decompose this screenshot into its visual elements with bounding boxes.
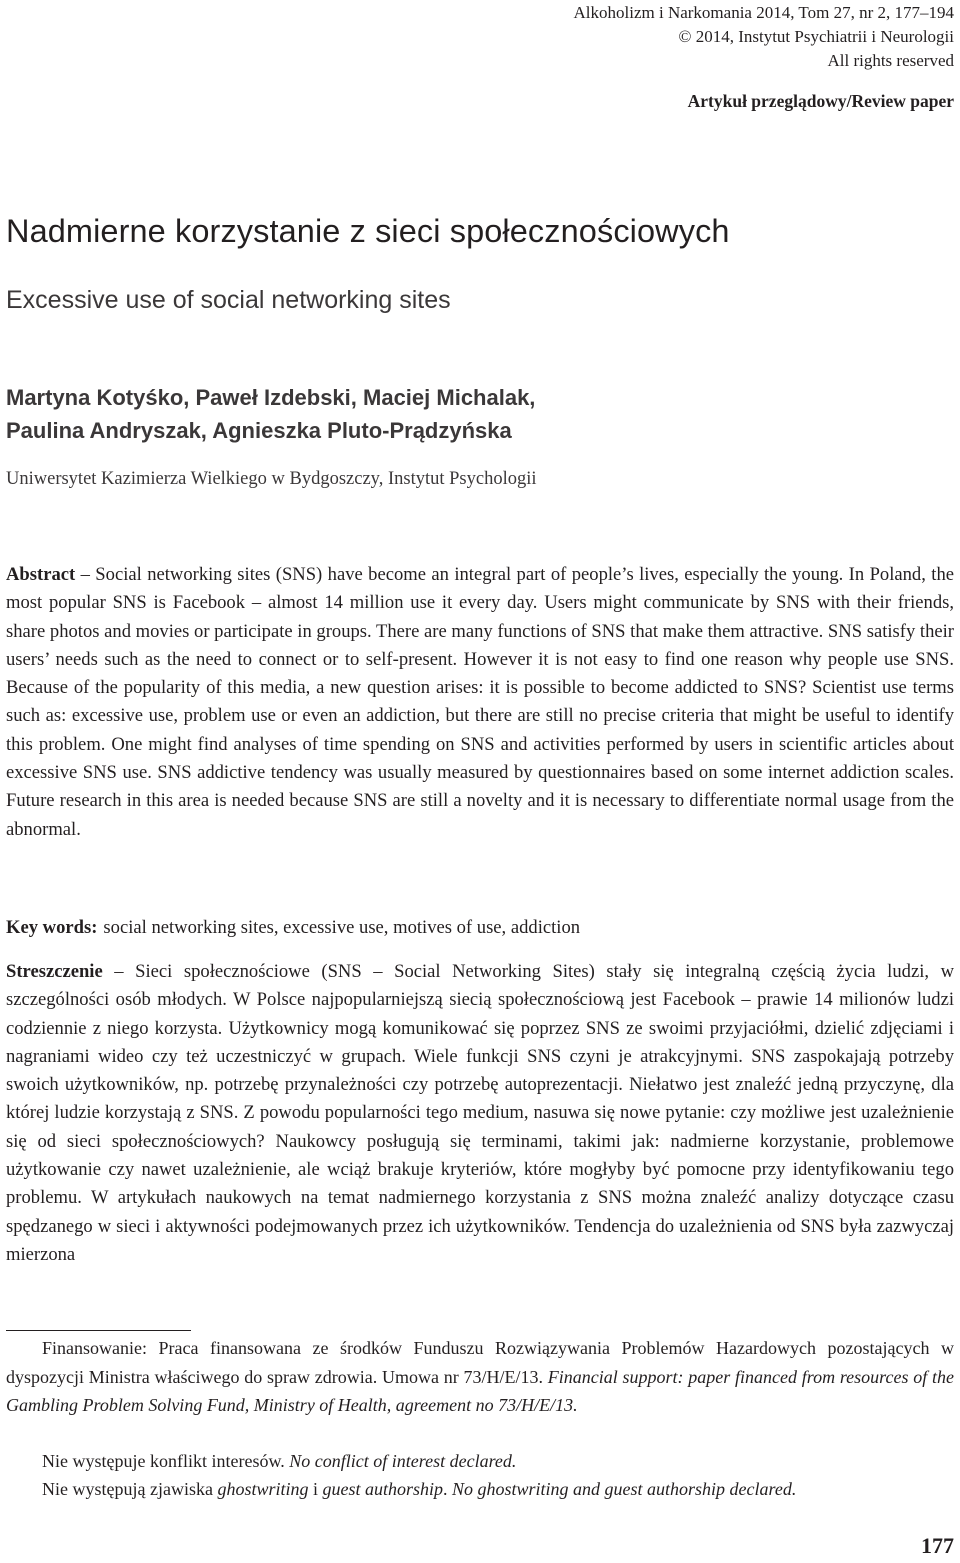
abstract-paragraph — [6, 561, 954, 844]
affiliation: Uniwersytet Kazimierza Wielkiego w Bydgoszczy, Instytut Psychologii — [6, 469, 537, 489]
conflict-english: No conflict of interest declared. — [289, 1451, 517, 1471]
ghost-english: No ghostwriting and guest authorship declared. — [452, 1479, 797, 1499]
funding-polish: Finansowanie: Praca finansowana ze środków Funduszu Rozwiązywania Problemów Hazardowych pozostających w dyspozycji Ministra właściwego do spraw zdrowia. Umowa nr 73/H/E/13. — [6, 1338, 954, 1387]
footnote-ghostwriting — [6, 1475, 954, 1504]
page-number: 177 — [921, 1533, 954, 1558]
footnote-funding — [6, 1334, 954, 1420]
streszczenie-label: Streszczenie — [6, 961, 103, 982]
ghost-polish-3: . — [443, 1479, 453, 1499]
copyright-line: © 2014, Instytut Psychiatrii i Neurologii — [678, 27, 954, 46]
abstract-text: – Social networking sites (SNS) have become an integral part of people’s lives, especially the young. In Poland, the most popular SNS is Facebook – almost 14 million use it every day. Users might communicate by SNS with their friends, share photos and movies or participate in groups. There are many functions of SNS that make them attractive. SNS satisfy their users’ needs such as the need to connect or to self-present. However it is not easy to find one reason why people use SNS. Because of the popularity of this media, a new question arises: it is possible to become addicted to SNS? Scientist use terms such as: excessive use, problem use or even an addiction, but there are still no precise criteria that might be useful to identify this problem. One might find analyses of time spending on SNS and activities performed by users in scientific articles about excessive SNS use. SNS addictive tendency was usually measured by questionnaires based on some internet addiction scales. Future research in this area is needed because SNS are still a novelty and it is necessary to differentiate normal usage from the abnormal. — [6, 564, 954, 840]
ghost-term-2: guest authorship — [322, 1479, 444, 1499]
keywords-text: social networking sites, excessive use, motives of use, addiction — [103, 917, 581, 938]
footnote-divider — [6, 1330, 191, 1331]
title-english: Excessive use of social networking sites — [6, 286, 451, 314]
conflict-polish: Nie występuje konflikt interesów. — [42, 1451, 290, 1471]
keywords-label: Key words: — [6, 917, 98, 938]
article-type: Artykuł przeglądowy/Review paper — [687, 91, 954, 111]
abstract-label: Abstract — [6, 564, 76, 585]
ghost-term-1: ghostwriting — [217, 1479, 309, 1499]
rights-line: All rights reserved — [827, 51, 954, 70]
journal-citation: Alkoholizm i Narkomania 2014, Tom 27, nr 2, 177–194 — [573, 3, 954, 22]
ghost-polish-1: Nie występują zjawiska — [42, 1479, 218, 1499]
author-line-1: Martyna Kotyśko, Paweł Izdebski, Maciej Michalak, — [6, 385, 536, 410]
streszczenie-paragraph — [6, 958, 954, 1269]
author-list — [6, 381, 535, 447]
author-line-2: Paulina Andryszak, Agnieszka Pluto-Prądzyńska — [6, 418, 512, 443]
keywords — [6, 914, 580, 942]
funding-english: Financial support: paper financed from resources of the Gambling Problem Solving Fund, Ministry of Health, agreement no 73/H/E/13. — [6, 1366, 954, 1415]
title-polish: Nadmierne korzystanie z sieci społecznościowych — [6, 213, 730, 249]
ghost-polish-2: i — [308, 1479, 323, 1499]
footnote-conflict — [6, 1447, 954, 1476]
streszczenie-text: – Sieci społecznościowe (SNS – Social Networking Sites) stały się integralną częścią życia ludzi, w szczególności osób młodych. W Polsce najpopularniejszą siecią społecznościową jest Facebook – prawie 14 milionów ludzi codziennie z niego korzysta. Użytkownicy mogą komunikować się poprzez SNS ze swoimi przyjaciółmi, dzielić zdjęciami i nagraniami wideo czy też uczestniczyć w grupach. Wiele funkcji SNS czyni je atrakcyjnymi. SNS zaspokajają potrzeby swoich użytkowników, np. potrzebę przynależności czy potrzebę autoprezentacji. Niełatwo jest znaleźć jedną przyczynę, dla której ludzie korzystają z SNS. Z powodu popularności tego medium, nasuwa się nowe pytanie: czy możliwe jest uzależnienie się od sieci społecznościowych? Naukowcy posługują się terminami, takimi jak: nadmierne korzystanie, problemowe użytkowanie czy nawet uzależnienie, ale wciąż brakuje kryteriów, które mogłyby być pomocne przy identyfikowaniu tego problemu. W artykułach naukowych na temat nadmiernego korzystania z SNS można znaleźć analizy dotyczące czasu spędzanego w sieci i aktywności podejmowanych przez ich użytkowników. Tendencja do uzależnienia od SNS była zazwyczaj mierzona — [6, 961, 954, 1265]
